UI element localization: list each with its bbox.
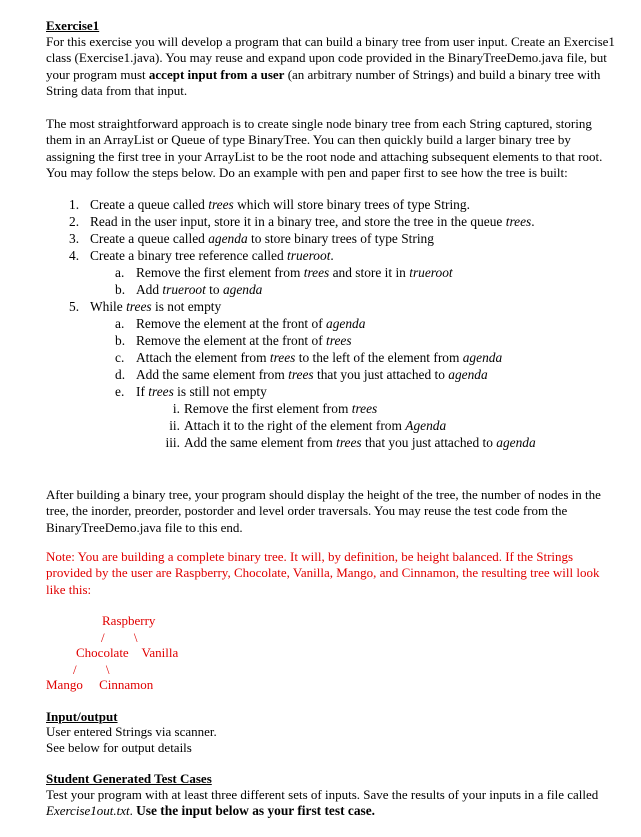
- step-number: i.: [172, 401, 180, 416]
- step-text: to the left of the element from: [295, 350, 463, 365]
- step-italic: agenda: [208, 231, 248, 246]
- step-text: Add the same element from: [136, 367, 289, 382]
- step-5c: [115, 349, 635, 366]
- tree-edges-level2: / \: [73, 662, 110, 677]
- step-5e-i: [158, 400, 628, 417]
- step-2: [69, 213, 629, 230]
- step-italic: trees: [303, 265, 330, 280]
- step-5e: [115, 383, 635, 400]
- step-number: c.: [115, 350, 125, 365]
- step-italic: trees: [288, 367, 314, 382]
- step-italic: trees: [326, 333, 352, 348]
- exercise-title: [46, 18, 616, 34]
- step-number: a.: [115, 316, 125, 331]
- step-text: is not empty: [151, 299, 222, 314]
- step-italic: agenda: [222, 282, 263, 297]
- step-text: Remove the element at the front of: [136, 333, 327, 348]
- io-heading-text: Input/output: [46, 709, 118, 724]
- step-text: Read in the user input, store it in a binary tree, and store the tree in the queue: [90, 214, 506, 229]
- step-italic: trees: [351, 401, 378, 416]
- step-italic: agenda: [448, 367, 488, 382]
- io-line-2: See below for output details: [46, 740, 192, 755]
- intro-text: For this exercise you will develop a program that can build a binary tree from user input. Create an Exercise1 class (Exercise1.java). You may reuse and expand upon code provided in the BinaryTreeDemo.java file, but your program must: [46, 34, 615, 82]
- step-number: a.: [115, 265, 125, 280]
- io-heading: [46, 709, 616, 725]
- tests-paragraph: [46, 787, 616, 820]
- after-paragraph: After building a binary tree, your program should display the height of the tree, the number of nodes in the tree, the inorder, preorder, postorder and level order traversals. You may reuse the test code from the BinaryTreeDemo.java file to this end.: [46, 487, 601, 535]
- tests-heading-text: Student Generated Test Cases: [46, 771, 212, 786]
- step-number: 5.: [69, 299, 80, 314]
- step-number: 1.: [69, 197, 80, 212]
- step-text: .: [330, 248, 334, 263]
- step-text: Remove the first element from: [184, 401, 352, 416]
- step-text: that you just attached to: [361, 435, 497, 450]
- step-4a: [115, 264, 635, 281]
- approach-paragraph: The most straightforward approach is to create single node binary tree from each String captured, storing them in an ArrayList or Queue of type BinaryTree. You can then quickly build a larger binary tree by assigning the first tree in your ArrayList to be the root node and attaching subsequent elements to that root. You may follow the steps below. Do an example with pen and paper first to see how the tree is built:: [46, 116, 603, 181]
- step-italic: trees: [269, 350, 296, 365]
- intro-paragraph: [46, 34, 616, 100]
- step-italic: Agenda: [405, 418, 447, 433]
- step-text: Attach it to the right of the element from: [184, 418, 406, 433]
- step-italic: trees: [505, 214, 532, 229]
- step-italic: trees: [148, 384, 174, 399]
- step-italic: trees: [208, 197, 234, 212]
- step-1: [69, 196, 629, 213]
- step-italic: trueroot: [409, 265, 453, 280]
- step-italic: agenda: [326, 316, 366, 331]
- step-number: 2.: [69, 214, 80, 229]
- step-text: which will store binary trees of type String.: [233, 197, 470, 212]
- step-5a: [115, 315, 635, 332]
- tree-edges-level1: / \: [101, 630, 138, 645]
- step-text: If: [136, 384, 149, 399]
- step-italic: trueroot: [162, 282, 206, 297]
- step-number: iii.: [165, 435, 180, 450]
- intro-end-text: (an arbitrary number of Strings) and build a binary tree with String data from that input.: [46, 66, 601, 99]
- step-text: While: [90, 299, 127, 314]
- tests-bold-text: Use the input below as your first test case.: [136, 803, 376, 819]
- exercise-title-text: Exercise1: [46, 18, 100, 33]
- tree-level1: Chocolate Vanilla: [76, 645, 179, 660]
- step-number: ii.: [169, 418, 180, 433]
- step-italic: trueroot: [287, 248, 331, 263]
- step-5e-iii: [158, 434, 628, 451]
- step-text: Create a binary tree reference called: [90, 248, 288, 263]
- step-number: d.: [115, 367, 126, 382]
- step-italic: agenda: [462, 350, 503, 365]
- step-text: to store binary trees of type String: [247, 231, 434, 246]
- step-text: that you just attached to: [313, 367, 449, 382]
- step-text: Attach the element from: [136, 350, 270, 365]
- step-text: is still not empty: [173, 384, 267, 399]
- step-text: Add the same element from: [184, 435, 337, 450]
- step-number: 4.: [69, 248, 80, 263]
- step-text: Add: [136, 282, 163, 297]
- tests-text: Test your program with at least three different sets of inputs. Save the results of your inputs in a file called: [46, 787, 599, 802]
- step-text: Create a queue called: [90, 197, 209, 212]
- intro-bold-text: accept input from a user: [148, 66, 285, 82]
- step-5: [69, 298, 629, 315]
- step-italic: trees: [126, 299, 152, 314]
- io-line-1: User entered Strings via scanner.: [46, 724, 217, 739]
- step-5e-ii: [158, 417, 628, 434]
- note-paragraph: Note: You are building a complete binary tree. It will, by definition, be height balanced. If the Strings provided by the user are Raspberry, Chocolate, Vanilla, Mango, and Cinnamon, the resulting tree will look like this:: [46, 549, 600, 597]
- step-text: .: [531, 214, 535, 229]
- tests-heading: [46, 771, 616, 787]
- step-text: and store it in: [329, 265, 410, 280]
- step-number: b.: [115, 333, 126, 348]
- step-number: 3.: [69, 231, 80, 246]
- step-4b: [115, 281, 635, 298]
- step-italic: trees: [336, 435, 362, 450]
- step-text: Create a queue called: [90, 231, 209, 246]
- step-italic: agenda: [496, 435, 536, 450]
- step-3: [69, 230, 629, 247]
- step-number: b.: [115, 282, 126, 297]
- tree-root: Raspberry: [102, 613, 156, 628]
- step-5d: [115, 366, 635, 383]
- tests-file-name: Exercise1out.txt: [46, 803, 130, 819]
- step-number: e.: [115, 384, 125, 399]
- tests-end-text: .: [129, 803, 137, 819]
- step-5b: [115, 332, 635, 349]
- step-text: to: [205, 282, 223, 297]
- step-text: Remove the first element from: [136, 265, 304, 280]
- step-4: [69, 247, 629, 264]
- step-text: Remove the element at the front of: [136, 316, 327, 331]
- tree-level2: Mango Cinnamon: [46, 677, 154, 692]
